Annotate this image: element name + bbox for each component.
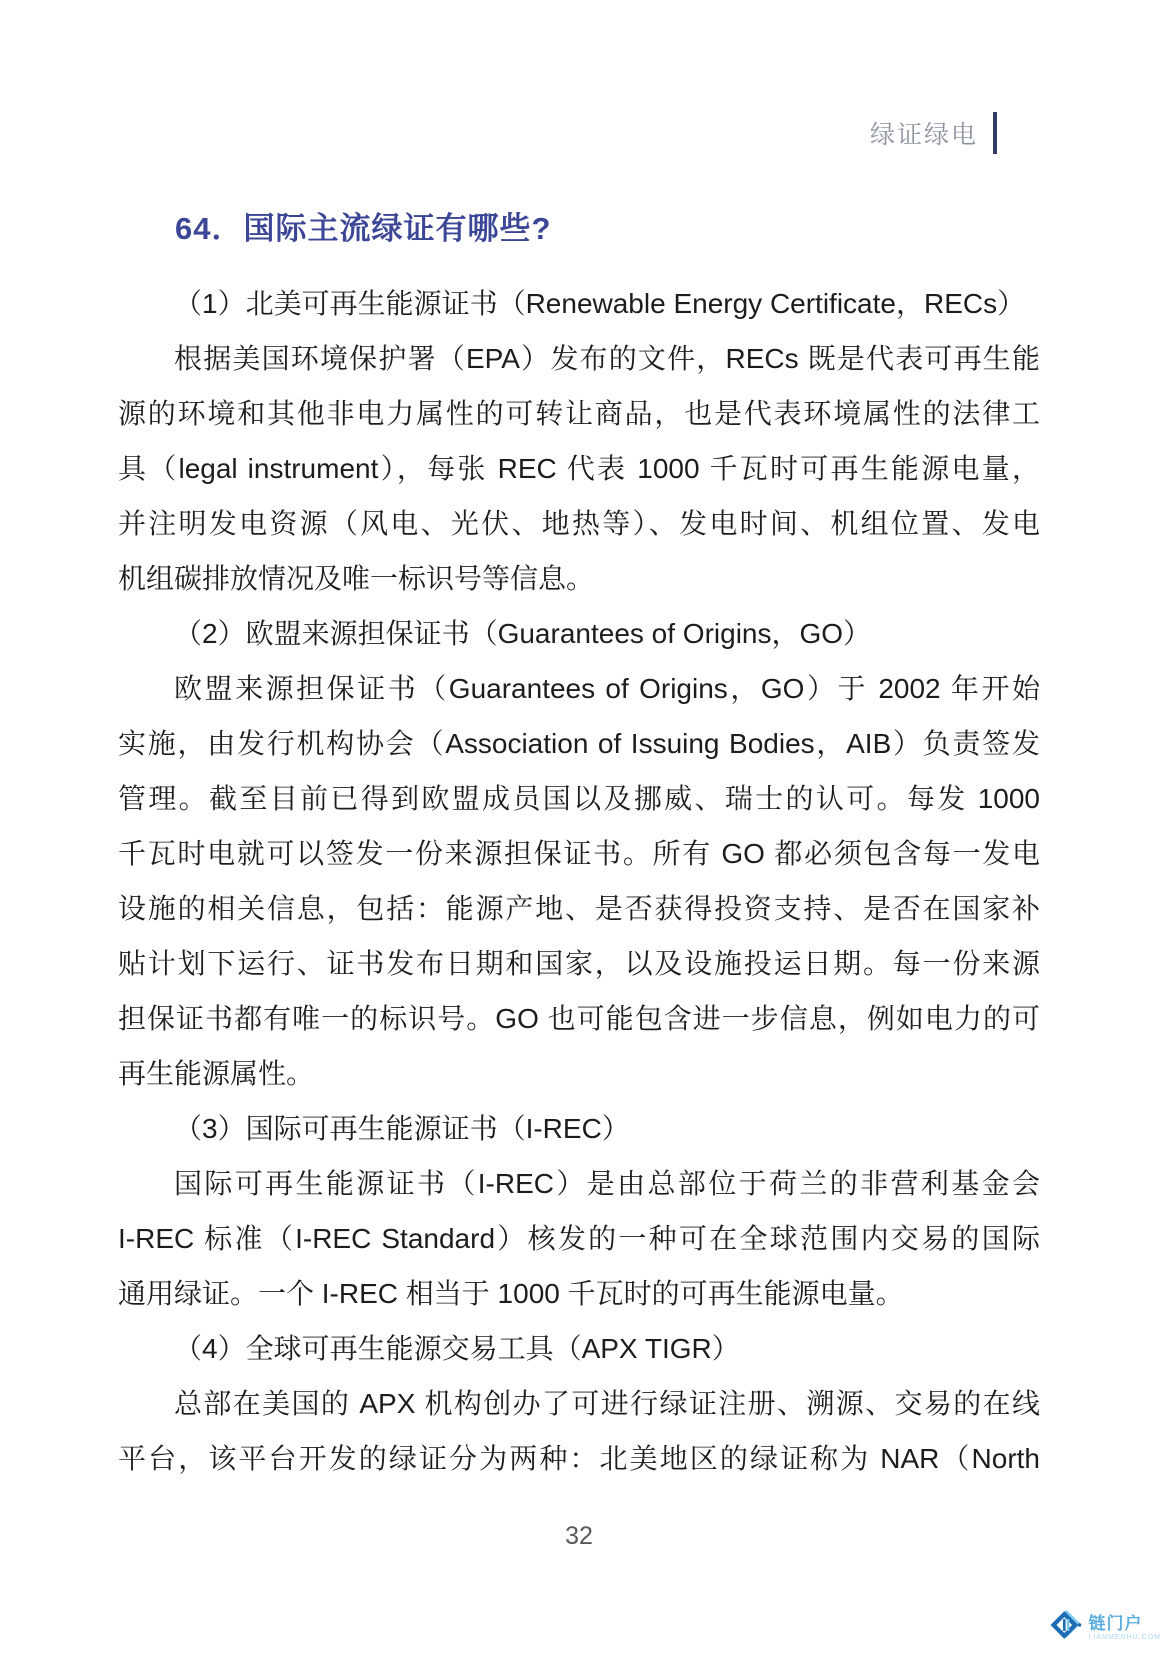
footer-logo [1049, 1608, 1161, 1647]
text-line: 并注明发电资源（风电、光伏、地热等）、发电时间、机组位置、发电 [118, 508, 1040, 539]
text-line: 实施，由发行机构协会（Association of Issuing Bodies，AIB）负责签发 [118, 728, 1040, 759]
text-line: 具（legal instrument），每张 REC 代表 1000 千瓦时可再生能源电量， [118, 453, 1040, 484]
text-line: 千瓦时电就可以签发一份来源担保证书。所有 GO 都必须包含每一发电 [118, 838, 1040, 869]
text-line: （2）欧盟来源担保证书（Guarantees of Origins，GO） [174, 618, 872, 649]
text-line: 平台，该平台开发的绿证分为两种：北美地区的绿证称为 NAR（North [118, 1443, 1040, 1474]
lianmenhu-logo-icon [1049, 1608, 1083, 1647]
text-line: 根据美国环境保护署（EPA）发布的文件，RECs 既是代表可再生能 [174, 343, 1040, 374]
text-line: 贴计划下运行、证书发布日期和国家，以及设施投运日期。每一份来源 [118, 948, 1040, 979]
text-line: 再生能源属性。 [118, 1058, 315, 1089]
header-divider-bar [993, 112, 997, 154]
section-title: 64．国际主流绿证有哪些? [175, 211, 552, 246]
text-line: 欧盟来源担保证书（Guarantees of Origins，GO）于 2002 年开始 [174, 673, 1040, 704]
page-number: 32 [565, 1522, 593, 1550]
text-line: 通用绿证。一个 I-REC 相当于 1000 千瓦时的可再生能源电量。 [118, 1278, 904, 1309]
text-line: 管理。截至目前已得到欧盟成员国以及挪威、瑞士的认可。每发 1000 [118, 783, 1040, 814]
text-line: 国际可再生能源证书（I-REC）是由总部位于荷兰的非营利基金会 [174, 1168, 1040, 1199]
text-line: （3）国际可再生能源证书（I-REC） [174, 1113, 630, 1144]
body-text [118, 276, 1040, 1486]
text-line: （4）全球可再生能源交易工具（APX TIGR） [174, 1333, 740, 1364]
text-line: 机组碳排放情况及唯一标识号等信息。 [118, 563, 595, 594]
header-label: 绿证绿电 [869, 121, 978, 149]
text-line: I-REC 标准（I-REC Standard）核发的一种可在全球范围内交易的国际 [118, 1223, 1040, 1254]
page-header [870, 112, 997, 154]
text-line: 设施的相关信息，包括：能源产地、是否获得投资支持、是否在国家补 [118, 893, 1040, 924]
footer-logo-name: 链门户 [1088, 1613, 1143, 1633]
text-line: （1）北美可再生能源证书（Renewable Energy Certificate，RECs） [174, 288, 1026, 319]
footer-logo-text [1088, 1615, 1161, 1641]
text-line: 担保证书都有唯一的标识号。GO 也可能包含进一步信息，例如电力的可 [118, 1003, 1040, 1034]
text-line: 源的环境和其他非电力属性的可转让商品，也是代表环境属性的法律工 [118, 398, 1040, 429]
footer-logo-domain: LIANMENHU.COM [1088, 1633, 1161, 1641]
text-line: 总部在美国的 APX 机构创办了可进行绿证注册、溯源、交易的在线 [174, 1388, 1040, 1419]
